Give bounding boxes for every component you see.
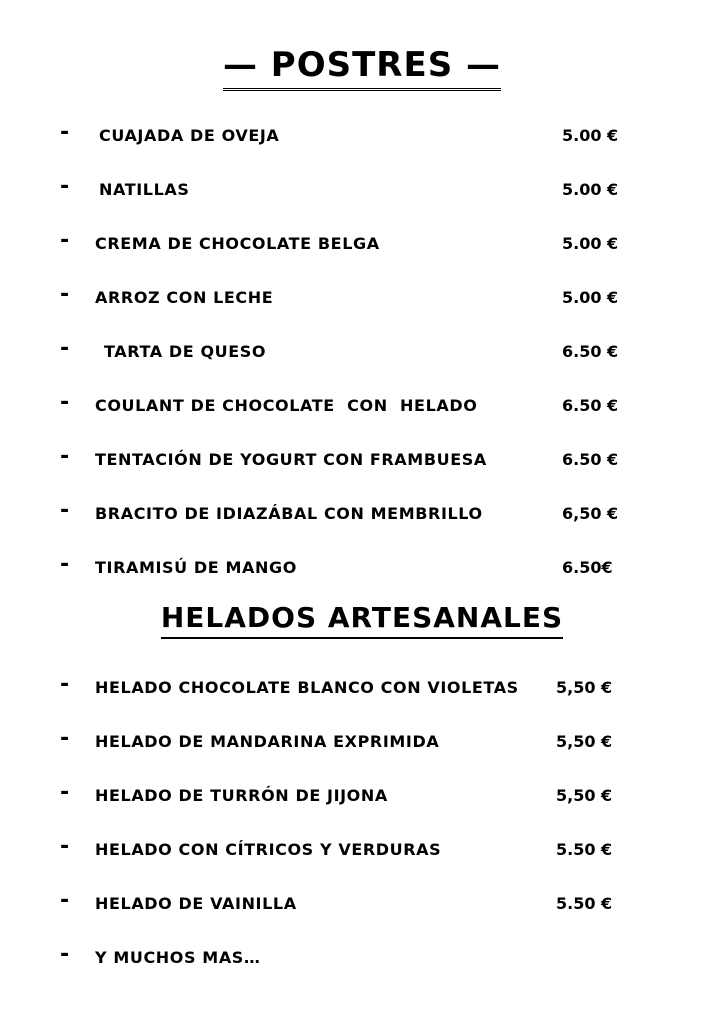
item-price: 5,50 € bbox=[556, 786, 613, 805]
item-name: HELADO DE MANDARINA EXPRIMIDA bbox=[95, 732, 440, 751]
list-item bbox=[0, 834, 724, 862]
item-name: CREMA DE CHOCOLATE BELGA bbox=[95, 234, 380, 253]
item-name: HELADO CON CÍTRICOS Y VERDURAS bbox=[95, 840, 442, 859]
bullet-dash: - bbox=[60, 942, 70, 967]
item-price: 5,50 € bbox=[556, 678, 613, 697]
item-name: HELADO DE TURRÓN DE JIJONA bbox=[95, 786, 388, 805]
bullet-dash: - bbox=[60, 282, 70, 307]
page-title bbox=[0, 44, 724, 91]
bullet-dash: - bbox=[60, 780, 70, 805]
list-item bbox=[0, 390, 724, 418]
item-price: 6.50€ bbox=[562, 558, 613, 577]
item-name: NATILLAS bbox=[99, 180, 190, 199]
item-name: TIRAMISÚ DE MANGO bbox=[95, 558, 297, 577]
bullet-dash: - bbox=[60, 834, 70, 859]
bullet-dash: - bbox=[60, 336, 70, 361]
bullet-dash: - bbox=[60, 444, 70, 469]
item-price: 5.00 € bbox=[562, 234, 619, 253]
bullet-dash: - bbox=[60, 390, 70, 415]
list-item bbox=[0, 552, 724, 580]
list-item bbox=[0, 336, 724, 364]
item-name: TENTACIÓN DE YOGURT CON FRAMBUESA bbox=[95, 450, 487, 469]
item-name: TARTA DE QUESO bbox=[104, 342, 267, 361]
page-title-text: — POSTRES — bbox=[223, 44, 501, 91]
list-item bbox=[0, 672, 724, 700]
list-item bbox=[0, 120, 724, 148]
bullet-dash: - bbox=[60, 726, 70, 751]
item-price: 5.00 € bbox=[562, 180, 619, 199]
item-name: ARROZ CON LECHE bbox=[95, 288, 274, 307]
list-item bbox=[0, 228, 724, 256]
section-title-helados bbox=[0, 600, 724, 639]
item-price: 6.50 € bbox=[562, 396, 619, 415]
list-item bbox=[0, 444, 724, 472]
section-title-text: HELADOS ARTESANALES bbox=[161, 600, 563, 639]
bullet-dash: - bbox=[60, 174, 70, 199]
item-price: 5,50 € bbox=[556, 732, 613, 751]
item-name: HELADO DE VAINILLA bbox=[95, 894, 297, 913]
item-name: COULANT DE CHOCOLATE CON HELADO bbox=[95, 396, 478, 415]
item-price: 5.00 € bbox=[562, 126, 619, 145]
list-item bbox=[0, 174, 724, 202]
item-name: BRACITO DE IDIAZÁBAL CON MEMBRILLO bbox=[95, 504, 483, 523]
item-name: CUAJADA DE OVEJA bbox=[99, 126, 280, 145]
item-price: 5.50 € bbox=[556, 894, 613, 913]
bullet-dash: - bbox=[60, 228, 70, 253]
item-price: 6,50 € bbox=[562, 504, 619, 523]
item-price: 6.50 € bbox=[562, 450, 619, 469]
item-name: HELADO CHOCOLATE BLANCO CON VIOLETAS bbox=[95, 678, 519, 697]
bullet-dash: - bbox=[60, 552, 70, 577]
bullet-dash: - bbox=[60, 888, 70, 913]
list-item bbox=[0, 780, 724, 808]
list-item bbox=[0, 942, 724, 970]
list-item bbox=[0, 888, 724, 916]
list-item bbox=[0, 282, 724, 310]
list-item bbox=[0, 498, 724, 526]
bullet-dash: - bbox=[60, 120, 70, 145]
item-price: 5.50 € bbox=[556, 840, 613, 859]
item-name: Y MUCHOS MAS… bbox=[95, 948, 261, 967]
bullet-dash: - bbox=[60, 498, 70, 523]
item-price: 5.00 € bbox=[562, 288, 619, 307]
bullet-dash: - bbox=[60, 672, 70, 697]
list-item bbox=[0, 726, 724, 754]
item-price: 6.50 € bbox=[562, 342, 619, 361]
